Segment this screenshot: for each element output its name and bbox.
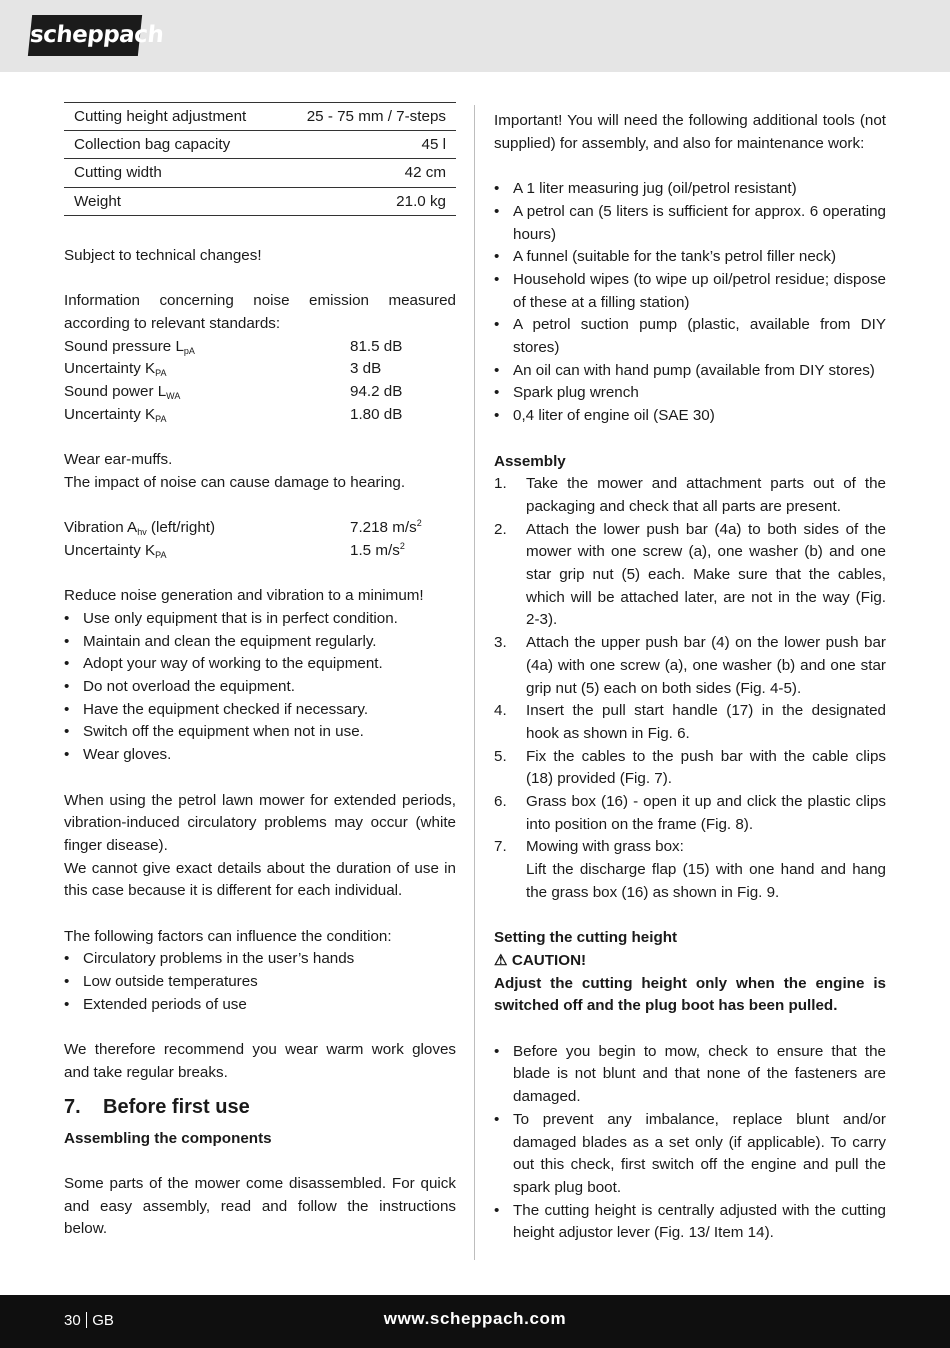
noise-value: 94.2 dB bbox=[350, 382, 403, 400]
noise-label-sub: WA bbox=[166, 390, 181, 401]
noise-label-sub: PA bbox=[155, 368, 167, 379]
vibration-value-sup: 2 bbox=[399, 540, 405, 551]
vibration-value-sup: 2 bbox=[416, 518, 422, 529]
list-item: • A petrol suction pump (plastic, available from DIY stores) bbox=[494, 314, 886, 359]
factors-list bbox=[64, 948, 456, 1016]
noise-row bbox=[64, 404, 456, 427]
step-text: Attach the lower push bar (4a) to both sides of the mower with one screw (a), one washer (b) and one star grip nut (5) each. Make sure that the cables, which will be attached later, are not in the way (Fig. 2-3). bbox=[526, 520, 886, 629]
noise-label: Uncertainty K bbox=[64, 405, 156, 423]
noise-value: 3 dB bbox=[350, 360, 382, 378]
list-item: • A funnel (suitable for the tank’s petrol filler neck) bbox=[494, 246, 886, 269]
right-column bbox=[494, 110, 886, 1245]
list-item: • A 1 liter measuring jug (oil/petrol resistant) bbox=[494, 178, 886, 201]
noise-impact-note: The impact of noise can cause damage to hearing. bbox=[64, 473, 406, 491]
cutting-height-list bbox=[494, 1041, 886, 1245]
section-heading bbox=[64, 1095, 456, 1119]
noise-row bbox=[64, 336, 456, 359]
step-number: 6. bbox=[494, 793, 507, 811]
noise-value: 81.5 dB bbox=[350, 337, 403, 355]
list-item: • The cutting height is centrally adjusted with the cutting height adjustor lever (Fig. 13/ Item 14). bbox=[494, 1200, 886, 1245]
step-text: Attach the upper push bar (4) on the lower push bar (4a) with one screw (a), one washer (b) and one star grip nut (5) each on both sides (Fig. 4-5). bbox=[526, 634, 886, 697]
technical-changes-note: Subject to technical changes! bbox=[64, 246, 262, 264]
vibration-value: 7.218 m/s bbox=[350, 519, 417, 537]
list-item: • A petrol can (5 liters is sufficient for approx. 6 operating hours) bbox=[494, 201, 886, 246]
table-row bbox=[64, 131, 456, 159]
extended-use-text: When using the petrol lawn mower for extended periods, vibration-induced circulatory problems may occur (white finger disease). bbox=[64, 791, 456, 854]
step-number: 5. bbox=[494, 747, 507, 765]
spec-label: Cutting height adjustment bbox=[64, 103, 278, 131]
step-number: 3. bbox=[494, 634, 507, 652]
vibration-label-sub: hv bbox=[137, 527, 147, 538]
list-item: • An oil can with hand pump (available from DIY stores) bbox=[494, 360, 886, 383]
list-item: • Do not overload the equipment. bbox=[64, 676, 456, 699]
spec-value: 21.0 kg bbox=[278, 187, 456, 215]
vibration-label-suffix: (left/right) bbox=[146, 519, 216, 537]
spec-label: Collection bag capacity bbox=[64, 131, 278, 159]
spec-table bbox=[64, 102, 456, 216]
step-number: 1. bbox=[494, 475, 507, 493]
list-item: • Extended periods of use bbox=[64, 994, 456, 1017]
tools-list bbox=[494, 178, 886, 428]
scheppach-logo: scheppach bbox=[28, 15, 142, 56]
important-text: Important! You will need the following additional tools (not supplied) for assembly, and also for maintenance work: bbox=[494, 112, 886, 152]
duration-text: We cannot give exact details about the duration of use in this case because it is different for each individual. bbox=[64, 859, 456, 900]
list-item: • Household wipes (to wipe up oil/petrol residue; dispose of these at a filling station) bbox=[494, 269, 886, 314]
step-text: Take the mower and attachment parts out of the packaging and check that all parts are present. bbox=[526, 475, 886, 515]
vibration-row bbox=[64, 517, 456, 540]
list-item: • Switch off the equipment when not in use. bbox=[64, 721, 456, 744]
list-item: • Low outside temperatures bbox=[64, 971, 456, 994]
column-divider bbox=[474, 105, 475, 1260]
noise-value: 1.80 dB bbox=[350, 405, 403, 423]
list-item: • Before you begin to mow, check to ensure that the blade is not blunt and that none of the fasteners are damaged. bbox=[494, 1041, 886, 1109]
spec-value: 42 cm bbox=[278, 159, 456, 187]
factors-intro: The following factors can influence the condition: bbox=[64, 927, 392, 945]
noise-intro: Information concerning noise emission measured according to relevant standards: bbox=[64, 292, 456, 332]
spec-label: Weight bbox=[64, 187, 278, 215]
reduce-list bbox=[64, 608, 456, 767]
noise-label-sub: PA bbox=[155, 413, 167, 424]
list-item bbox=[494, 746, 886, 791]
list-item bbox=[494, 791, 886, 836]
vibration-label: Uncertainty K bbox=[64, 541, 156, 559]
reduce-title: Reduce noise generation and vibration to a minimum! bbox=[64, 587, 424, 605]
noise-row bbox=[64, 358, 456, 381]
list-item: • Use only equipment that is in perfect condition. bbox=[64, 608, 456, 631]
noise-label: Sound power L bbox=[64, 382, 167, 400]
list-item bbox=[494, 700, 886, 745]
noise-row bbox=[64, 381, 456, 404]
spec-label: Cutting width bbox=[64, 159, 278, 187]
ear-muffs-note: Wear ear-muffs. bbox=[64, 451, 173, 469]
list-item: • Wear gloves. bbox=[64, 744, 456, 767]
left-column bbox=[64, 102, 456, 1241]
language-code: GB bbox=[92, 1312, 114, 1329]
assembly-steps bbox=[494, 473, 886, 904]
noise-label: Uncertainty K bbox=[64, 360, 156, 378]
assembling-text: Some parts of the mower come disassembled. For quick and easy assembly, read and follow the instructions below. bbox=[64, 1175, 456, 1238]
warning-triangle-icon: ⚠ bbox=[494, 951, 508, 969]
list-item: • Adopt your way of working to the equipment. bbox=[64, 653, 456, 676]
list-item bbox=[494, 632, 886, 700]
step-number: 4. bbox=[494, 702, 507, 720]
assembling-heading: Assembling the components bbox=[64, 1129, 272, 1147]
vibration-label: Vibration A bbox=[64, 519, 138, 537]
caution-text: Adjust the cutting height only when the engine is switched off and the plug boot has been pulled. bbox=[494, 974, 886, 1015]
recommend-text: We therefore recommend you wear warm work gloves and take regular breaks. bbox=[64, 1041, 456, 1081]
cutting-height-heading: Setting the cutting height bbox=[494, 929, 678, 947]
section-number: 7. bbox=[64, 1095, 81, 1118]
list-item bbox=[494, 519, 886, 633]
spec-value: 45 l bbox=[278, 131, 456, 159]
noise-label-sub: pA bbox=[183, 345, 195, 356]
step-text-continued: Lift the discharge flap (15) with one hand and hang the grass box (16) as shown in Fig. 9. bbox=[526, 861, 886, 901]
header-bar bbox=[0, 0, 950, 72]
step-text: Mowing with grass box: bbox=[526, 838, 684, 856]
table-row bbox=[64, 103, 456, 131]
website-url: www.scheppach.com bbox=[383, 1309, 567, 1328]
step-text: Insert the pull start handle (17) in the designated hook as shown in Fig. 6. bbox=[526, 702, 886, 742]
table-row bbox=[64, 159, 456, 187]
table-row bbox=[64, 187, 456, 215]
list-item bbox=[494, 473, 886, 518]
list-item: • Circulatory problems in the user’s hands bbox=[64, 948, 456, 971]
list-item bbox=[494, 836, 886, 904]
vibration-label-sub: PA bbox=[155, 549, 167, 560]
noise-label: Sound pressure L bbox=[64, 337, 184, 355]
step-number: 2. bbox=[494, 520, 507, 538]
page-number-value: 30 bbox=[64, 1312, 81, 1329]
list-item: • Have the equipment checked if necessary. bbox=[64, 699, 456, 722]
list-item: • Maintain and clean the equipment regularly. bbox=[64, 631, 456, 654]
assembly-heading: Assembly bbox=[494, 452, 566, 470]
list-item: • To prevent any imbalance, replace blunt and/or damaged blades as a set only (if applicable). To carry out this check, first switch off the engine and pull the spark plug boot. bbox=[494, 1109, 886, 1200]
vibration-row bbox=[64, 540, 456, 563]
step-text: Fix the cables to the push bar with the cable clips (18) provided (Fig. 7). bbox=[526, 747, 886, 788]
step-number: 7. bbox=[494, 838, 507, 856]
list-item: • Spark plug wrench bbox=[494, 382, 886, 405]
caution-label: CAUTION! bbox=[511, 951, 587, 969]
section-title: Before first use bbox=[103, 1095, 250, 1118]
footer-bar bbox=[0, 1295, 950, 1348]
spec-value: 25 - 75 mm / 7-steps bbox=[278, 103, 456, 131]
list-item: • 0,4 liter of engine oil (SAE 30) bbox=[494, 405, 886, 428]
caution-line bbox=[494, 950, 886, 973]
vibration-value: 1.5 m/s bbox=[350, 541, 400, 559]
step-text: Grass box (16) - open it up and click the plastic clips into position on the frame (Fig. 8). bbox=[526, 793, 886, 833]
